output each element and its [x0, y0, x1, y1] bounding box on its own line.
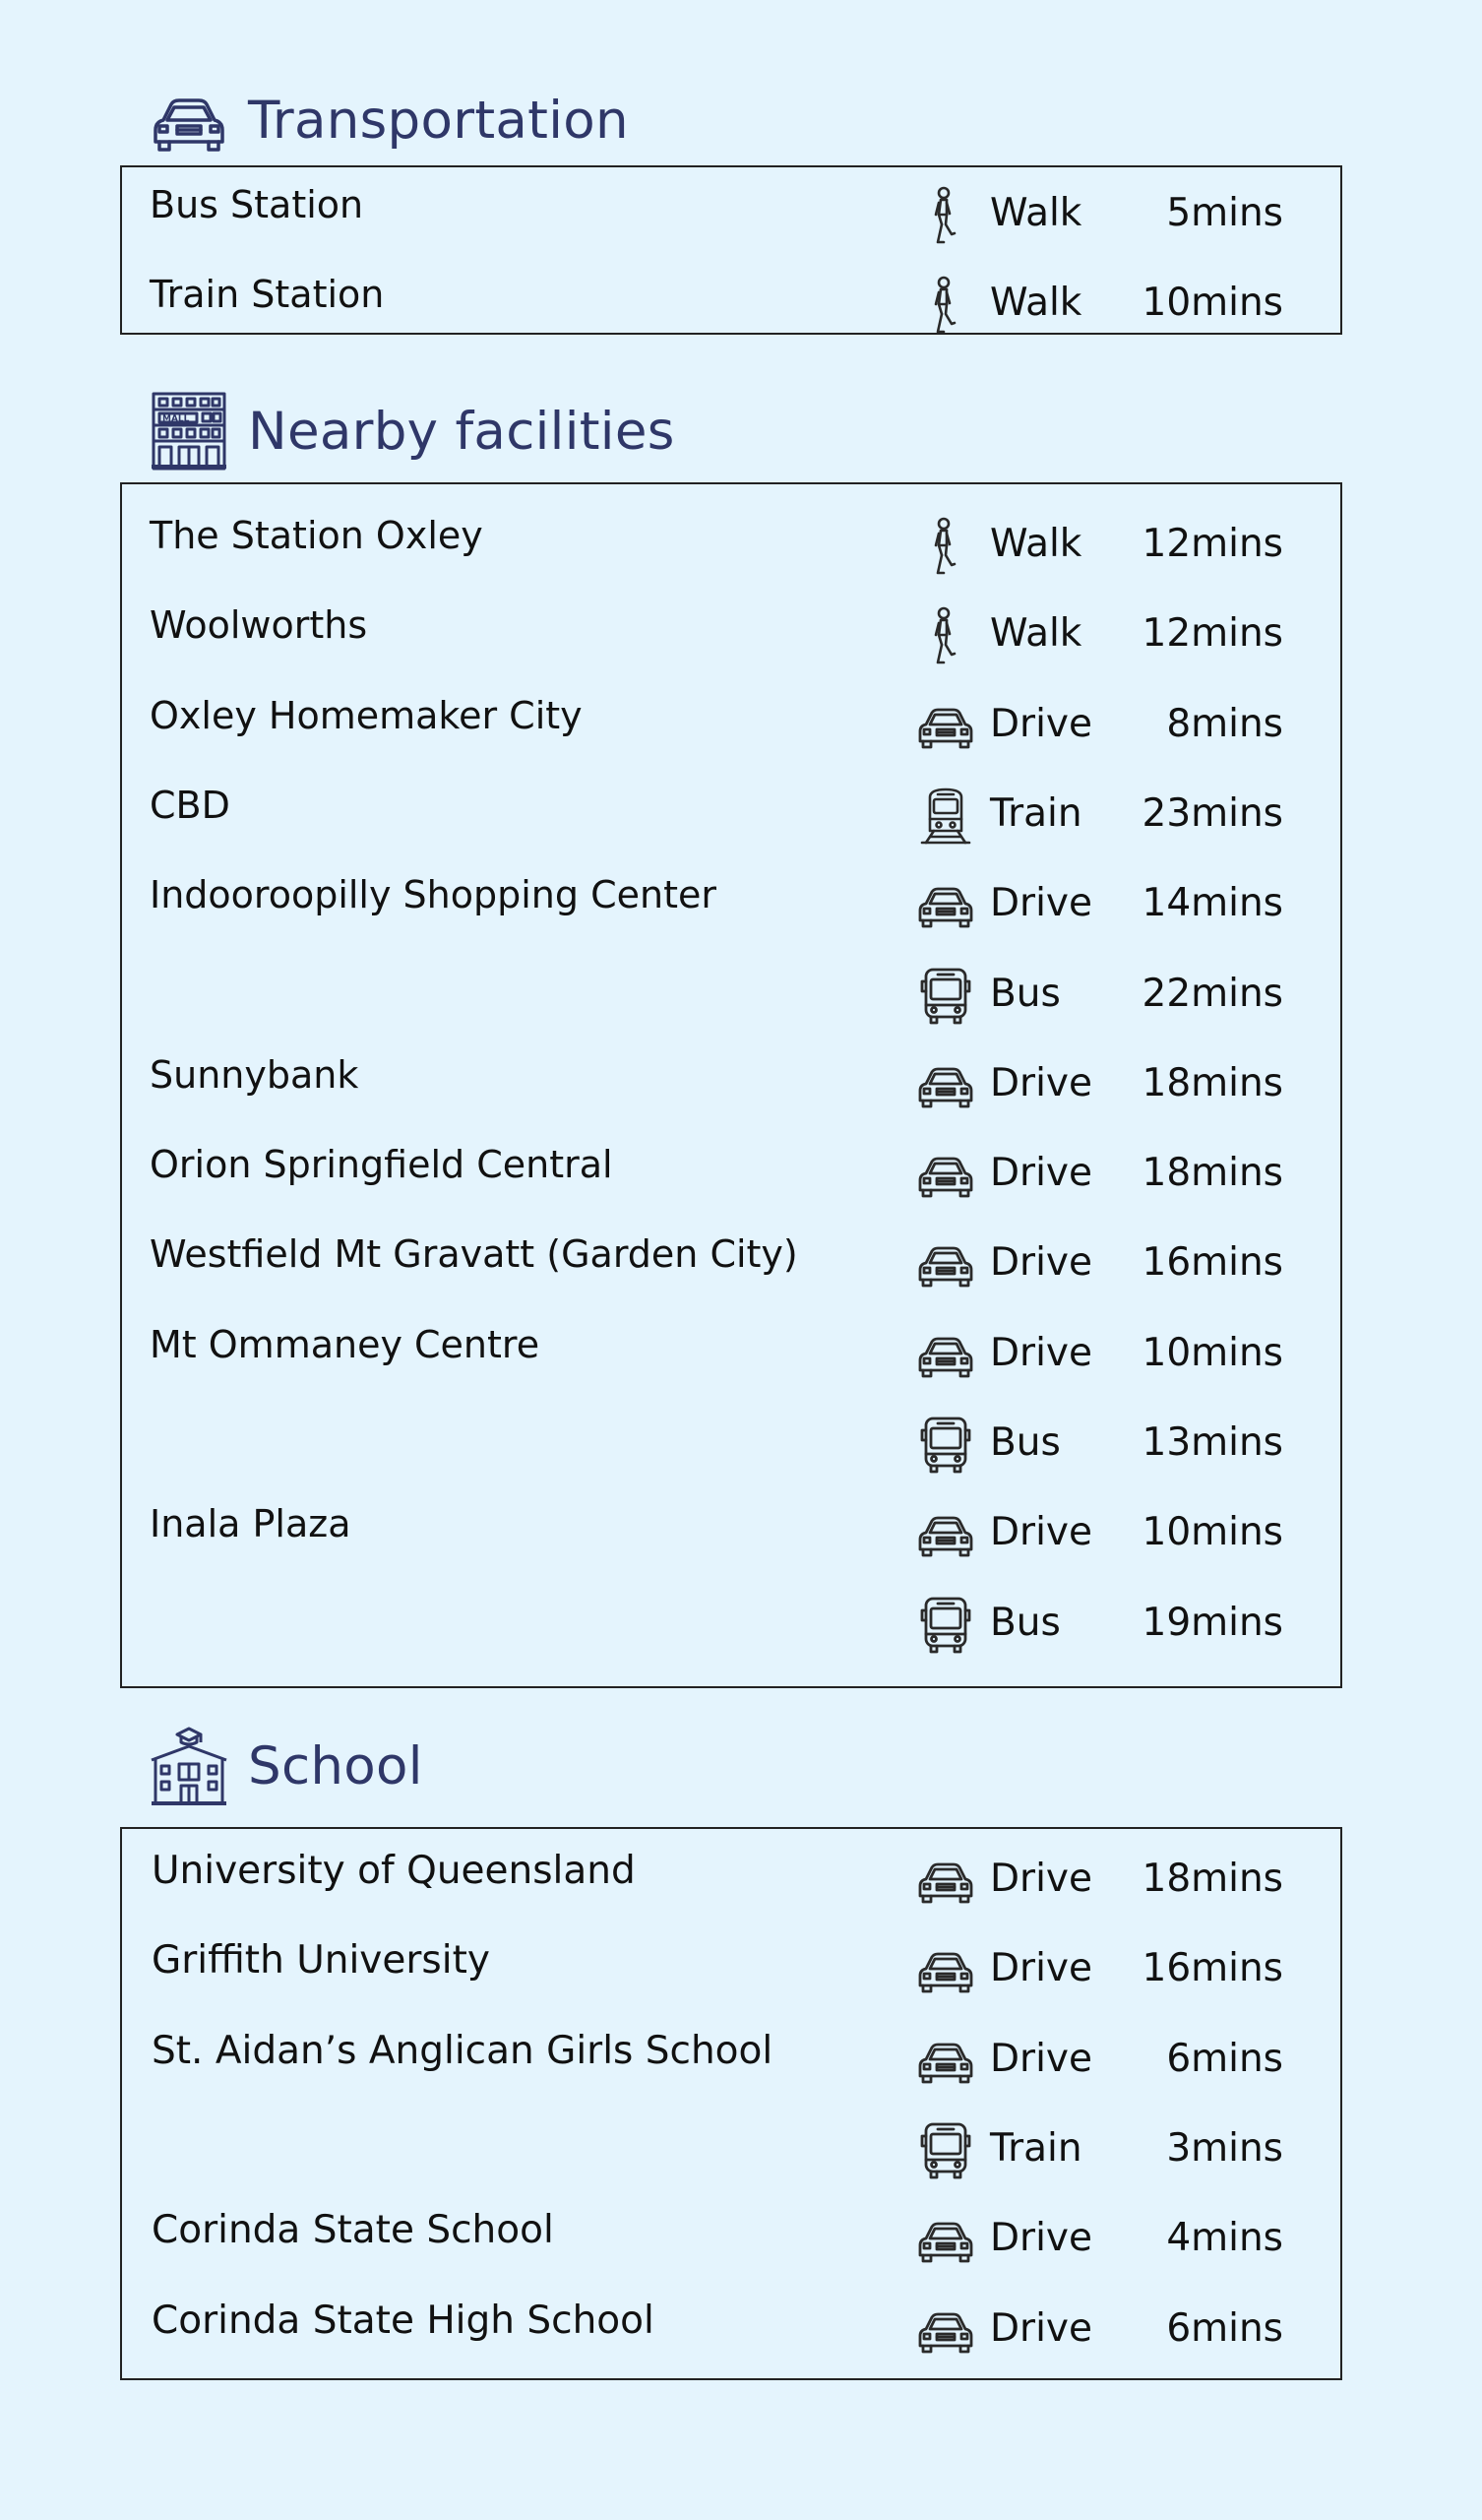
place-name: Indooroopilly Shopping Center: [150, 873, 716, 917]
travel-mode: Walk: [990, 611, 1082, 657]
table-row: [122, 592, 1340, 681]
section-header-nearby-facilities: [148, 390, 675, 472]
travel-time: 6mins: [1166, 2036, 1283, 2081]
travel-mode: Drive: [990, 2216, 1092, 2261]
travel-mode: Bus: [990, 1420, 1061, 1465]
bus-icon: [914, 1595, 977, 1656]
place-name: University of Queensland: [152, 1849, 636, 1893]
travel-time: 10mins: [1142, 281, 1283, 326]
travel-time: 8mins: [1166, 701, 1283, 746]
travel-mode: Walk: [990, 191, 1082, 235]
travel-time: 22mins: [1142, 971, 1283, 1016]
car-icon: [914, 1234, 977, 1295]
table-row: [122, 502, 1340, 592]
table-row: [122, 261, 1340, 350]
travel-mode: Train: [990, 2125, 1082, 2171]
travel-time: 12mins: [1142, 611, 1283, 657]
mall-building-icon: [148, 390, 230, 472]
travel-time: 5mins: [1166, 191, 1283, 235]
travel-mode: Drive: [990, 2305, 1092, 2351]
walk-icon: [914, 605, 977, 666]
travel-mode: Drive: [990, 1510, 1092, 1555]
car-icon: [914, 1851, 977, 1912]
table-row: [122, 1490, 1340, 1580]
table-row: [122, 2017, 1340, 2107]
section-title: Transportation: [248, 90, 629, 151]
place-name: Train Station: [150, 273, 385, 317]
walk-icon: [914, 275, 977, 336]
table-row: [122, 2107, 1340, 2196]
travel-mode: Drive: [990, 1857, 1092, 1901]
table-row: [122, 682, 1340, 772]
travel-mode: Train: [990, 790, 1082, 836]
section-title: School: [248, 1735, 423, 1796]
place-name: Orion Springfield Central: [150, 1143, 613, 1187]
svg-text:MALL: MALL: [162, 414, 190, 424]
section-header-school: [148, 1725, 423, 1807]
table-row: [122, 861, 1340, 951]
place-name: Westfield Mt Gravatt (Garden City): [150, 1232, 798, 1277]
travel-mode: Drive: [990, 1330, 1092, 1375]
travel-mode: Drive: [990, 1946, 1092, 1991]
travel-time: 18mins: [1142, 1151, 1283, 1196]
place-name: Oxley Homemaker City: [150, 693, 583, 737]
car-icon: [914, 1145, 977, 1206]
travel-time: 10mins: [1142, 1510, 1283, 1555]
bus-icon: [914, 1415, 977, 1476]
place-name: Corinda State School: [152, 2208, 554, 2253]
place-name: CBD: [150, 783, 230, 827]
travel-mode: Drive: [990, 701, 1092, 746]
school-table: [120, 1827, 1342, 2380]
table-row: [122, 1221, 1340, 1310]
place-name: Woolworths: [150, 603, 368, 648]
place-name: The Station Oxley: [150, 514, 483, 557]
car-icon: [914, 1325, 977, 1386]
place-name: Bus Station: [150, 183, 364, 226]
table-row: [122, 171, 1340, 261]
table-row: [122, 1926, 1340, 2016]
travel-time: 18mins: [1142, 1060, 1283, 1105]
nearby-facilities-table: [120, 482, 1342, 1688]
table-row: [122, 952, 1340, 1041]
table-row: [122, 1401, 1340, 1490]
car-icon: [914, 875, 977, 936]
travel-mode: Bus: [990, 1600, 1061, 1645]
car-icon: [914, 1504, 977, 1565]
travel-time: 18mins: [1142, 1857, 1283, 1901]
car-icon: [914, 2210, 977, 2271]
travel-mode: Walk: [990, 522, 1082, 566]
section-title: Nearby facilities: [248, 401, 675, 462]
place-name: Inala Plaza: [150, 1502, 351, 1546]
travel-mode: Drive: [990, 881, 1092, 926]
travel-time: 3mins: [1166, 2125, 1283, 2171]
table-row: [122, 772, 1340, 861]
travel-mode: Drive: [990, 2036, 1092, 2081]
table-row: [122, 1581, 1340, 1670]
car-icon: [914, 1940, 977, 2001]
table-row: [122, 2287, 1340, 2376]
travel-time: 19mins: [1142, 1600, 1283, 1645]
travel-time: 16mins: [1142, 1946, 1283, 1991]
walk-icon: [914, 516, 977, 577]
travel-time: 4mins: [1166, 2216, 1283, 2261]
bus-icon: [914, 966, 977, 1027]
travel-time: 6mins: [1166, 2305, 1283, 2351]
place-name: Sunnybank: [150, 1052, 359, 1097]
travel-time: 23mins: [1142, 790, 1283, 836]
car-icon: [914, 2300, 977, 2362]
travel-time: 16mins: [1142, 1240, 1283, 1286]
car-icon: [914, 1055, 977, 1116]
section-header-transportation: [148, 79, 629, 161]
travel-time: 12mins: [1142, 522, 1283, 566]
travel-time: 14mins: [1142, 881, 1283, 926]
place-name: Griffith University: [152, 1938, 490, 1984]
train-icon: [914, 786, 977, 847]
car-icon: [914, 2031, 977, 2092]
travel-mode: Drive: [990, 1240, 1092, 1286]
car-icon: [148, 79, 230, 161]
car-icon: [914, 696, 977, 757]
travel-mode: Bus: [990, 971, 1061, 1016]
travel-mode: Drive: [990, 1060, 1092, 1105]
table-row: [122, 1131, 1340, 1221]
place-name: St. Aidan’s Anglican Girls School: [152, 2028, 773, 2073]
travel-time: 13mins: [1142, 1420, 1283, 1465]
place-name: Mt Ommaney Centre: [150, 1322, 540, 1366]
table-row: [122, 1837, 1340, 1926]
bus-icon: [914, 2120, 977, 2181]
school-building-icon: [148, 1725, 230, 1807]
table-row: [122, 1041, 1340, 1131]
walk-icon: [914, 185, 977, 246]
travel-mode: Drive: [990, 1151, 1092, 1196]
place-name: Corinda State High School: [152, 2298, 654, 2343]
travel-time: 10mins: [1142, 1330, 1283, 1375]
transportation-table: [120, 165, 1342, 335]
table-row: [122, 1311, 1340, 1401]
travel-mode: Walk: [990, 281, 1082, 326]
table-row: [122, 2196, 1340, 2286]
